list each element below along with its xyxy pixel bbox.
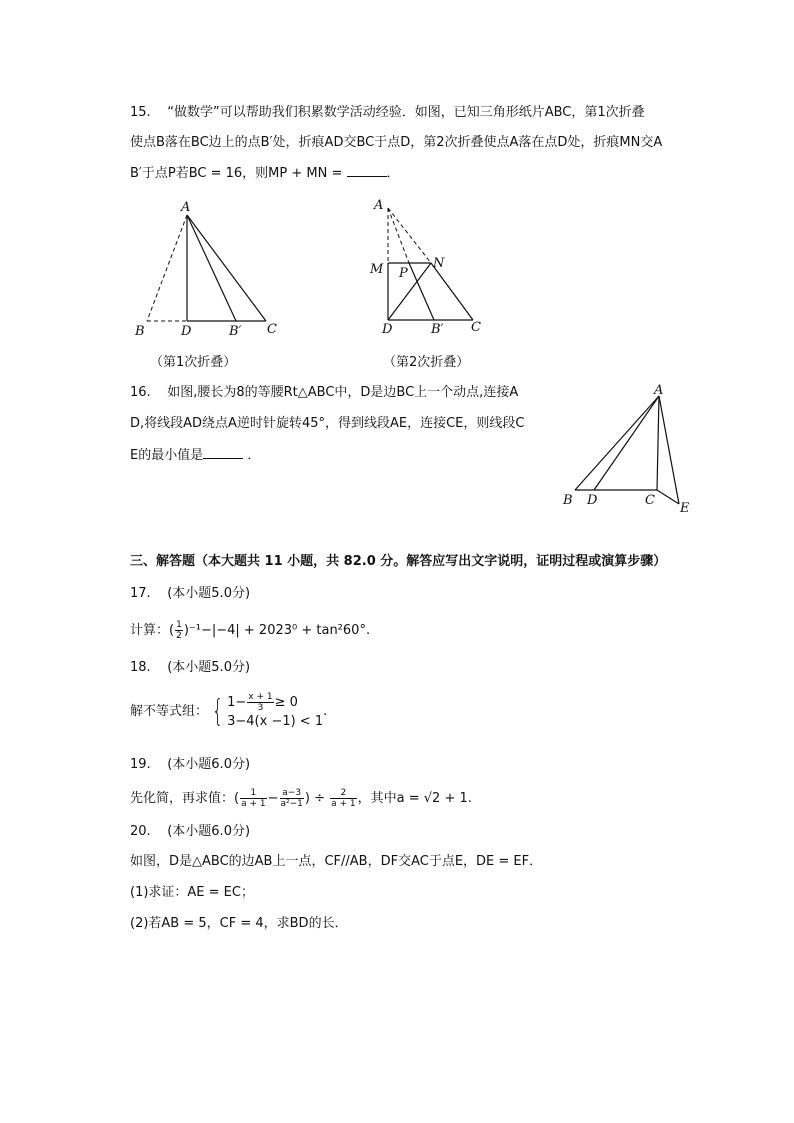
- q18-prefix: 解不等式组：: [130, 704, 209, 719]
- q15-figure-1: [125, 195, 295, 345]
- q16-label-B: B: [563, 493, 573, 508]
- fig1-segment-AC: [187, 215, 266, 321]
- fig2-label-P: P: [399, 266, 408, 281]
- q16-label-A: A: [654, 383, 664, 398]
- q20-part-2: (2)若AB = 5，CF = 4，求BD的长．: [130, 916, 348, 931]
- q19-score: (本小题6.0分): [167, 757, 251, 772]
- q19-fraction-3: [330, 788, 357, 809]
- q18-brace: {: [211, 693, 224, 729]
- q16-number: 16.: [130, 385, 151, 400]
- q19-f3-den: a + 1: [331, 799, 356, 809]
- q19-minus: −: [267, 791, 279, 806]
- fig1-segment-AB-dashed: [147, 215, 187, 321]
- q16-line2: D,将线段AD绕点A逆时针旋转45°，得到线段AE，连接CE，则线段C: [130, 416, 525, 431]
- fig2-label-C: C: [471, 320, 481, 335]
- q15-number: 15.: [130, 105, 151, 120]
- q15-caption-1: （第1次折叠）: [150, 355, 237, 370]
- q20-text: 如图，D是△ABC的边AB上一点，CF//AB，DF交AC于点E，DE = EF．: [130, 854, 543, 869]
- q15-text-3b: ．: [386, 166, 400, 181]
- q16-answer-blank: [203, 446, 243, 459]
- q17-rest: )⁻¹−|−4| + 2023⁰ + tan²60°.: [183, 623, 371, 638]
- q18-eq1b: ≥ 0: [274, 695, 298, 710]
- fig2-segment-PBprime: [409, 263, 434, 320]
- q15-text-3a: B′于点P若BC = 16，则MP + MN =: [130, 166, 347, 181]
- q19-fraction-1: [240, 788, 267, 809]
- q20-header: [130, 823, 250, 841]
- q17-number: 17.: [130, 586, 151, 601]
- q15-answer-blank: [347, 164, 387, 177]
- q20-score: (本小题6.0分): [167, 824, 251, 839]
- q17-score: (本小题5.0分): [167, 586, 251, 601]
- q15-line2: 使点B落在BC边上的点B′处，折痕AD交BC于点D，第2次折叠使点A落在点D处，折痕MN交A: [130, 135, 663, 150]
- q18-fraction-den: 3: [257, 703, 264, 713]
- q18-end: .: [323, 704, 328, 719]
- q16-figure: [555, 382, 705, 522]
- q17-fraction-num: 1: [176, 620, 182, 630]
- q19-fraction-2: [280, 788, 304, 809]
- q16-label-C: C: [645, 493, 655, 508]
- q17-prefix: 计算：(: [130, 623, 175, 638]
- fig1-segment-ABprime: [187, 215, 236, 321]
- fig2-segment-AP-dashed: [388, 208, 409, 263]
- q16-label-D: D: [587, 493, 598, 508]
- q18-row-1: [227, 692, 323, 713]
- fig2-label-Bprime: B′: [431, 322, 444, 337]
- q19-expression: [130, 788, 472, 809]
- q19-f1-num: 1: [240, 788, 267, 799]
- q16-text-1: 如图,腰长为8的等腰Rt△ABC中，D是边BC上一个动点,连接A: [167, 385, 519, 400]
- q19-header: [130, 756, 250, 774]
- q18-eq1a: 1−: [227, 695, 247, 710]
- q15-figure-2: [365, 193, 505, 343]
- q16-segment-AB: [575, 396, 659, 490]
- q16-line1: [130, 384, 518, 402]
- q16-text-3b: ．: [247, 448, 261, 463]
- q15-line1: [130, 104, 645, 122]
- q18-header: [130, 659, 250, 677]
- fig2-label-N: N: [433, 256, 445, 271]
- fig2-label-D: D: [382, 322, 393, 337]
- q15-line3: [130, 164, 400, 183]
- q18-score: (本小题5.0分): [167, 660, 251, 675]
- fig1-label-D: D: [181, 324, 192, 339]
- section-3-header: 三、解答题（本大题共 11 小题，共 82.0 分。解答应写出文字说明，证明过程或演算步骤）: [130, 554, 667, 569]
- fig1-label-B: B: [135, 324, 145, 339]
- q20-number: 20.: [130, 824, 151, 839]
- q20-part-1: (1)求证：AE = EC；: [130, 885, 254, 900]
- q19-prefix: 先化简，再求值：(: [130, 791, 240, 806]
- q18-row-2: 3−4(x −1) < 1: [227, 714, 324, 729]
- q16-segment-CE: [657, 490, 679, 504]
- q17-fraction: [175, 620, 183, 641]
- q18-number: 18.: [130, 660, 151, 675]
- q18-fraction: [247, 692, 273, 713]
- q19-f2-den: a²−1: [280, 799, 303, 809]
- q19-f1-den: a + 1: [241, 799, 266, 809]
- q18-fraction-num: x + 1: [248, 692, 273, 702]
- q19-f3-num: 2: [330, 788, 357, 799]
- q16-line3: [130, 446, 260, 465]
- q19-f2-num: a−3: [280, 788, 304, 799]
- fig2-label-A: A: [374, 198, 384, 213]
- q17-header: [130, 585, 250, 603]
- fig2-label-M: M: [370, 262, 384, 277]
- q19-div: ) ÷: [304, 791, 330, 806]
- q16-segment-AD: [594, 396, 659, 490]
- q16-label-E: E: [680, 501, 690, 516]
- q19-rest: ，其中a = √2 + 1.: [357, 791, 472, 806]
- q18-system: [130, 692, 327, 732]
- q15-caption-2: （第2次折叠）: [383, 355, 470, 370]
- q17-fraction-den: 2: [176, 631, 182, 641]
- fig2-segment-DN: [388, 263, 431, 320]
- fig1-label-A: A: [181, 200, 191, 215]
- q16-segment-AE: [659, 396, 679, 504]
- q16-segment-AC: [657, 396, 659, 490]
- q15-text-1: “做数学”可以帮助我们积累数学活动经验．如图，已知三角形纸片ABC，第1次折叠: [167, 105, 645, 120]
- fig1-label-Bprime: B′: [229, 324, 242, 339]
- q18-system-rows: [227, 692, 323, 731]
- fig2-segment-AN-dashed: [388, 208, 431, 263]
- q17-expression: [130, 620, 370, 641]
- fig1-label-C: C: [267, 322, 277, 337]
- fig2-segment-NC: [431, 263, 473, 320]
- q16-text-3a: E的最小值是: [130, 448, 204, 463]
- q19-number: 19.: [130, 757, 151, 772]
